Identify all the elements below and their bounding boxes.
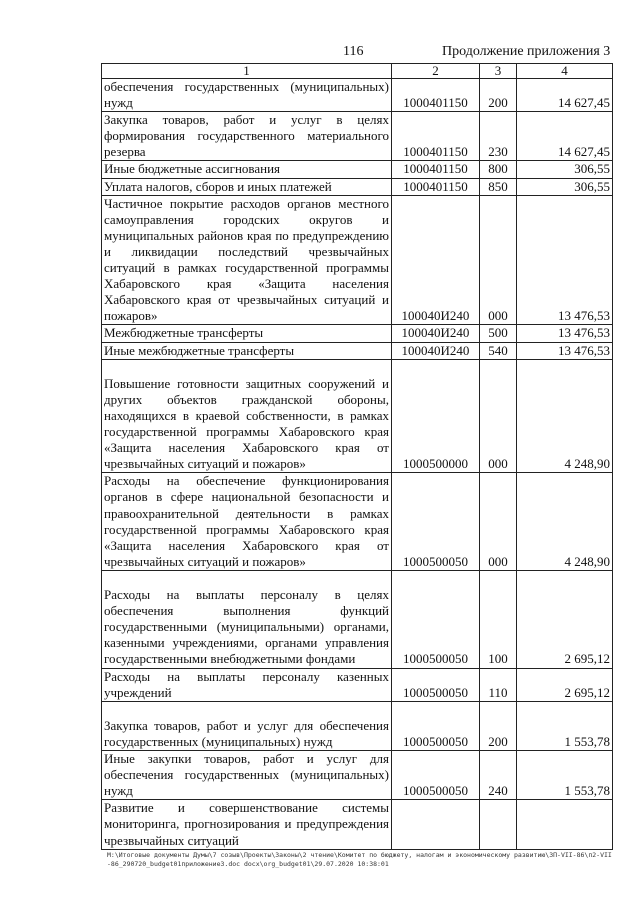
row-name-cell: Развитие и совершенствование системы мониторинга, прогнозирования и предупреждения чрезвычайных ситуаций: [102, 800, 392, 849]
continuation-label: Продолжение приложения 3: [442, 44, 611, 59]
row-code-cell: 1000401150: [392, 161, 480, 178]
row-type-cell: 000: [480, 359, 517, 473]
row-code-cell: [392, 800, 480, 849]
row-name-cell: Иные бюджетные ассигнования: [102, 161, 392, 178]
file-path-footer: M:\Итоговые документы Думы\7 созыв\Проекты\Законы\2 чтение\Комитет по бюджету, налогам и экономическому развитию\ЗП-VII-86\п2-VII-86_290720_budget01приложение3.doc docx\org_budget01\29.07.2020 10:38:01: [107, 851, 612, 868]
table-row: [102, 751, 613, 800]
table-row: [102, 473, 613, 571]
row-code-cell: 1000500050: [392, 701, 480, 750]
row-code-cell: 100040И240: [392, 195, 480, 325]
column-header-row: [102, 64, 613, 79]
row-code-cell: 1000500050: [392, 570, 480, 668]
row-name-cell: Иные межбюджетные трансферты: [102, 342, 392, 359]
row-amount-cell: 13 476,53: [517, 195, 613, 325]
row-name-cell: Межбюджетные трансферты: [102, 325, 392, 342]
row-type-cell: 200: [480, 79, 517, 112]
column-header: 3: [480, 64, 517, 79]
row-code-cell: 1000401150: [392, 79, 480, 112]
table-row: [102, 178, 613, 195]
table-row: [102, 570, 613, 668]
row-name-cell: Иные закупки товаров, работ и услуг для обеспечения государственных (муниципальных) нужд: [102, 751, 392, 800]
row-code-cell: 100040И240: [392, 342, 480, 359]
row-name-cell: Повышение готовности защитных сооружений и других объектов гражданской обороны, находящихся в краевой собственности, в рамках государственной программы Хабаровского края «Защита населения Хабаровского края от чрезвычайных ситуаций и пожаров»: [102, 359, 392, 473]
table-row: [102, 325, 613, 342]
row-amount-cell: 306,55: [517, 178, 613, 195]
row-name-cell: Частичное покрытие расходов органов местного самоуправления городских округов и муниципальных районов края по предупреждению и ликвидации последствий чрезвычайных ситуаций в рамках государственной программы Хабаровского края «Защита населения Хабаровского края от чрезвычайных ситуаций и пожаров»: [102, 195, 392, 325]
row-type-cell: 230: [480, 112, 517, 161]
row-type-cell: [480, 800, 517, 849]
table-row: [102, 800, 613, 849]
row-name-cell: Уплата налогов, сборов и иных платежей: [102, 178, 392, 195]
row-name-cell: Расходы на выплаты персоналу казенных учреждений: [102, 668, 392, 701]
table-row: [102, 161, 613, 178]
row-type-cell: 500: [480, 325, 517, 342]
budget-table: [101, 63, 613, 850]
table-row: [102, 668, 613, 701]
table-row: [102, 112, 613, 161]
row-amount-cell: 1 553,78: [517, 701, 613, 750]
column-header: 1: [102, 64, 392, 79]
row-amount-cell: 1 553,78: [517, 751, 613, 800]
table-row: [102, 79, 613, 112]
row-type-cell: 000: [480, 195, 517, 325]
row-amount-cell: 2 695,12: [517, 668, 613, 701]
row-code-cell: 1000401150: [392, 112, 480, 161]
row-amount-cell: 13 476,53: [517, 342, 613, 359]
row-amount-cell: 306,55: [517, 161, 613, 178]
row-name-cell: обеспечения государственных (муниципальных) нужд: [102, 79, 392, 112]
table-row: [102, 195, 613, 325]
row-name-cell: Расходы на обеспечение функционирования органов в сфере национальной безопасности и правоохранительной деятельности в рамках государственной программы Хабаровского края «Защита населения Хабаровского края от чрезвычайных ситуаций и пожаров»: [102, 473, 392, 571]
row-type-cell: 100: [480, 570, 517, 668]
column-header: 2: [392, 64, 480, 79]
row-code-cell: 1000500050: [392, 668, 480, 701]
row-name-cell: Расходы на выплаты персоналу в целях обеспечения выполнения функций государственными (муниципальными) органами, казенными учреждениями, органами управления государственными внебюджетными фондами: [102, 570, 392, 668]
table-row: [102, 359, 613, 473]
row-name-cell: Закупка товаров, работ и услуг в целях формирования государственного материального резерва: [102, 112, 392, 161]
table-row: [102, 701, 613, 750]
row-code-cell: 1000500050: [392, 751, 480, 800]
row-amount-cell: 4 248,90: [517, 473, 613, 571]
row-type-cell: 000: [480, 473, 517, 571]
row-type-cell: 240: [480, 751, 517, 800]
row-amount-cell: 13 476,53: [517, 325, 613, 342]
row-amount-cell: [517, 800, 613, 849]
row-type-cell: 200: [480, 701, 517, 750]
page-number: 116: [343, 44, 364, 59]
row-code-cell: 1000401150: [392, 178, 480, 195]
row-amount-cell: 14 627,45: [517, 79, 613, 112]
row-code-cell: 1000500050: [392, 473, 480, 571]
row-type-cell: 110: [480, 668, 517, 701]
row-amount-cell: 2 695,12: [517, 570, 613, 668]
row-code-cell: 1000500000: [392, 359, 480, 473]
row-type-cell: 800: [480, 161, 517, 178]
row-amount-cell: 14 627,45: [517, 112, 613, 161]
column-header: 4: [517, 64, 613, 79]
row-code-cell: 100040И240: [392, 325, 480, 342]
row-type-cell: 850: [480, 178, 517, 195]
row-name-cell: Закупка товаров, работ и услуг для обеспечения государственных (муниципальных) нужд: [102, 701, 392, 750]
table-row: [102, 342, 613, 359]
row-type-cell: 540: [480, 342, 517, 359]
row-amount-cell: 4 248,90: [517, 359, 613, 473]
